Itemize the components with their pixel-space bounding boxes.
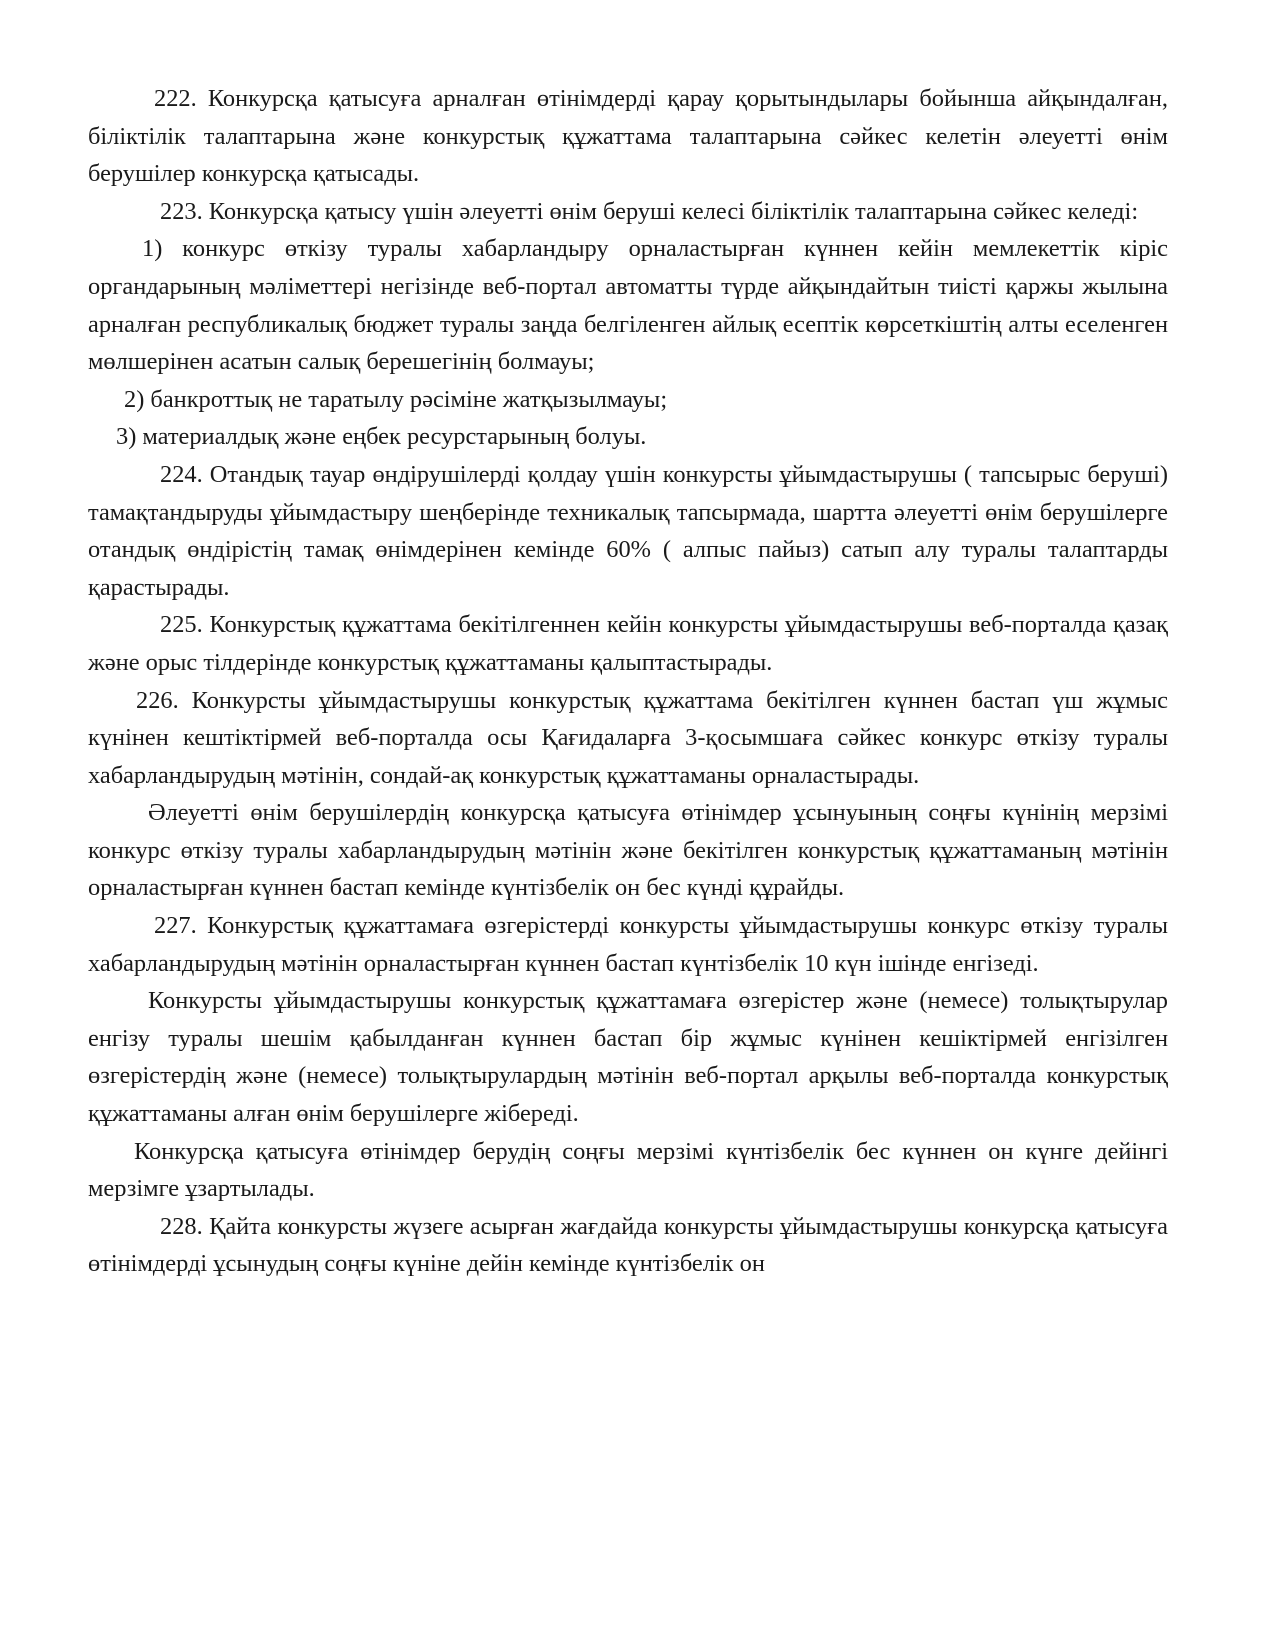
- paragraph-227-changes: Конкурсты ұйымдастырушы конкурстық құжаттамаға өзгерістер және (немесе) толықтырулар енгізу туралы шешім қабылданған күннен бастап бір жұмыс күнінен кешіктірмей енгізілген өзгерістердің және (немесе) толықтырулардың мәтінін веб-портал арқылы веб-порталда конкурстық құжаттаманы алған өнім берушілерге жібереді.: [88, 987, 1168, 1128]
- list-item-1: 1) конкурс өткізу туралы хабарландыру орналастырған күннен кейін мемлекеттік кіріс органдарының мәліметтері негізінде веб-портал автоматты түрде айқындайтын тиісті қаржы жылына арналған республикалық бюджет туралы заңда белгіленген айлық есептік көрсеткіштің алты еселенген мөлшерінен асатын салық берешегінің болмауы;: [88, 235, 1168, 376]
- paragraph-223: 223. Конкурсқа қатысу үшін әлеуетті өнім беруші келесі біліктілік талаптарына сәйкес келеді:: [160, 197, 1139, 225]
- list-item-2: 2) банкроттық не таратылу рәсіміне жатқызылмауы;: [124, 385, 668, 413]
- paragraph-227-extension: Конкурсқа қатысуға өтінімдер берудің соңғы мерзімі күнтізбелік бес күннен он күнге дейінгі мерзімге ұзартылады.: [88, 1137, 1168, 1203]
- paragraph-224: 224. Отандық тауар өндірушілерді қолдау үшін конкурсты ұйымдастырушы ( тапсырыс беруші) тамақтандыруды ұйымдастыру шеңберінде техникалық тапсырмада, шартта әлеуетті өнім берушілерге отандық өндірістің тамақ өнімдерінен кемінде 60% ( алпыс пайыз) сатып алу туралы талаптарды қарастырады.: [88, 460, 1168, 601]
- paragraph-225: 225. Конкурстық құжаттама бекітілгеннен кейін конкурсты ұйымдастырушы веб-порталда қазақ және орыс тілдерінде конкурстық құжаттаманы қалыптастырады.: [88, 611, 1168, 676]
- list-item-3: 3) материалдық және еңбек ресурстарының болуы.: [116, 423, 647, 451]
- document-body: [88, 80, 1168, 1283]
- paragraph-222: 222. Конкурсқа қатысуға арналған өтінімдерді қарау қорытындылары бойынша айқындалған, біліктілік талаптарына және конкурстық құжаттама талаптарына сәйкес келетін әлеуетті өнім берушілер конкурсқа қатысады.: [88, 85, 1168, 188]
- paragraph-226: 226. Конкурсты ұйымдастырушы конкурстық құжаттама бекітілген күннен бастап үш жұмыс күнінен кештіктірмей веб-порталда осы Қағидаларға 3-қосымшаға сәйкес конкурс өткізу туралы хабарландырудың мәтінін, сондай-ақ конкурстық құжаттаманы орналастырады.: [88, 686, 1168, 789]
- paragraph-227: 227. Конкурстық құжаттамаға өзгерістерді конкурсты ұйымдастырушы конкурс өткізу туралы хабарландырудың мәтінін орналастырған күннен бастап күнтізбелік 10 күн ішінде енгізеді.: [88, 912, 1168, 977]
- paragraph-228: 228. Қайта конкурсты жүзеге асырған жағдайда конкурсты ұйымдастырушы конкурсқа қатысуға өтінімдерді ұсынудың соңғы күніне дейін кемінде күнтізбелік он: [88, 1212, 1168, 1278]
- paragraph-226-deadline: Әлеуетті өнім берушілердің конкурсқа қатысуға өтінімдер ұсынуының соңғы күнінің мерзімі конкурс өткізу туралы хабарландырудың мәтінін және бекітілген конкурстық құжаттаманың мәтінін орналастырған күннен бастап кемінде күнтізбелік он бес күнді құрайды.: [88, 799, 1168, 902]
